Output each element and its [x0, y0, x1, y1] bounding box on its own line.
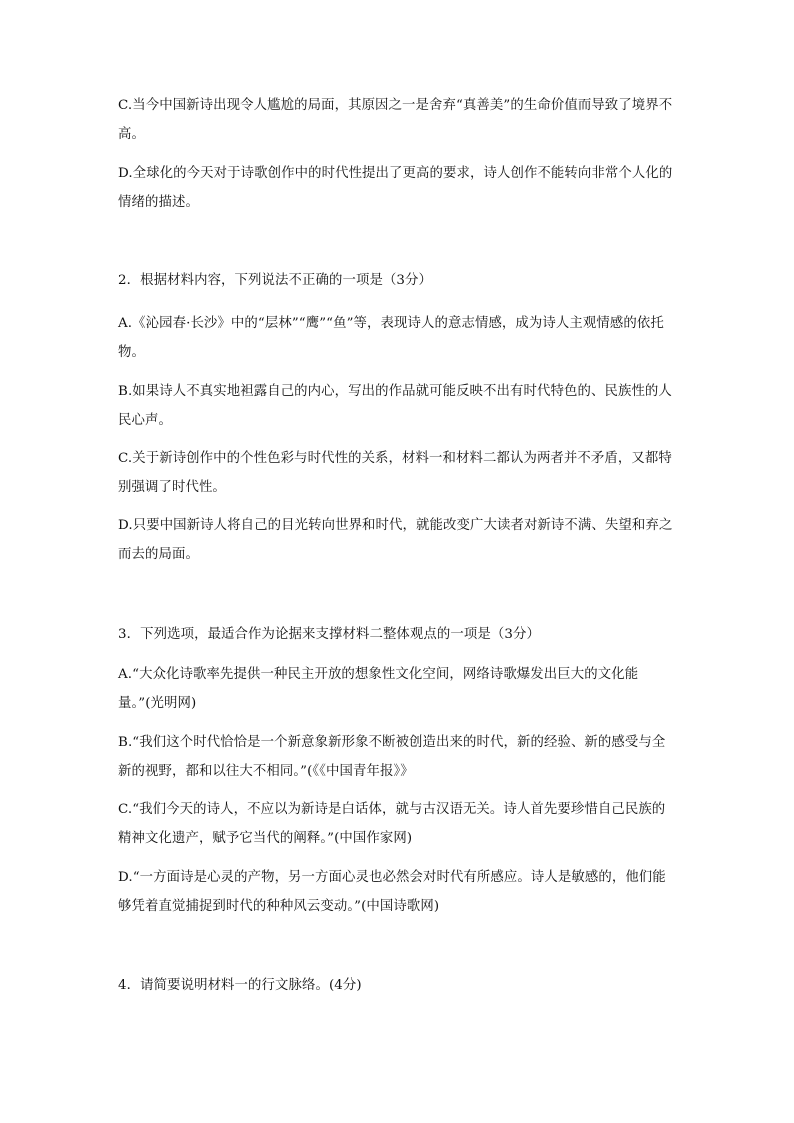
question-3-option-d: D.“一方面诗是心灵的产物，另一方面心灵也必然会对时代有所感应。诗人是敏感的，他们能够凭着直觉捕捉到时代的种种风云变动。”(中国诗歌网) — [118, 870, 666, 914]
option-d-prev: D.全球化的今天对于诗歌创作中的时代性提出了更高的要求，诗人创作不能转向非常个人化的情绪的描述。 — [118, 166, 673, 210]
question-3-option-b: B.“我们这个时代恰恰是一个新意象新形象不断被创造出来的时代，新的经验、新的感受与全新的视野，都和以往大不相同。”(《《中国青年报》》 — [118, 735, 666, 779]
question-2-option-d: D.只要中国新诗人将自己的目光转向世界和时代，就能改变广大读者对新诗不满、失望和弃之而去的局面。 — [118, 518, 673, 562]
option-c-prev: C.当今中国新诗出现令人尴尬的局面，其原因之一是舍弃“真善美”的生命价值而导致了境界不高。 — [118, 98, 673, 142]
question-2-option-c: C.关于新诗创作中的个性色彩与时代性的关系，材料一和材料二都认为两者并不矛盾，又都特别强调了时代性。 — [118, 451, 672, 495]
question-3-option-c: C.“我们今天的诗人，不应以为新诗是白话体，就与古汉语无关。诗人首先要珍惜自己民族的精神文化遗产，赋予它当代的阐释。”(中国作家网) — [118, 802, 666, 846]
question-3-option-a: A.“大众化诗歌率先提供一种民主开放的想象性文化空间，网络诗歌爆发出巨大的文化能量。”(光明网) — [118, 667, 639, 711]
question-2-option-a: A.《沁园春·长沙》中的“层林”“鹰”“鱼”等，表现诗人的意志情感，成为诗人主观情感的依托物。 — [118, 316, 664, 360]
question-4-stem: 4．请简要说明材料一的行文脉络。(4分) — [118, 978, 362, 993]
question-2-option-b: B.如果诗人不真实地袒露自己的内心，写出的作品就可能反映不出有时代特色的、民族性的人民心声。 — [118, 384, 672, 428]
question-3-stem: 3．下列选项，最适合作为论据来支撑材料二整体观点的一项是（3分） — [118, 627, 540, 642]
question-2-stem: 2．根据材料内容，下列说法不正确的一项是（3分） — [118, 273, 433, 288]
